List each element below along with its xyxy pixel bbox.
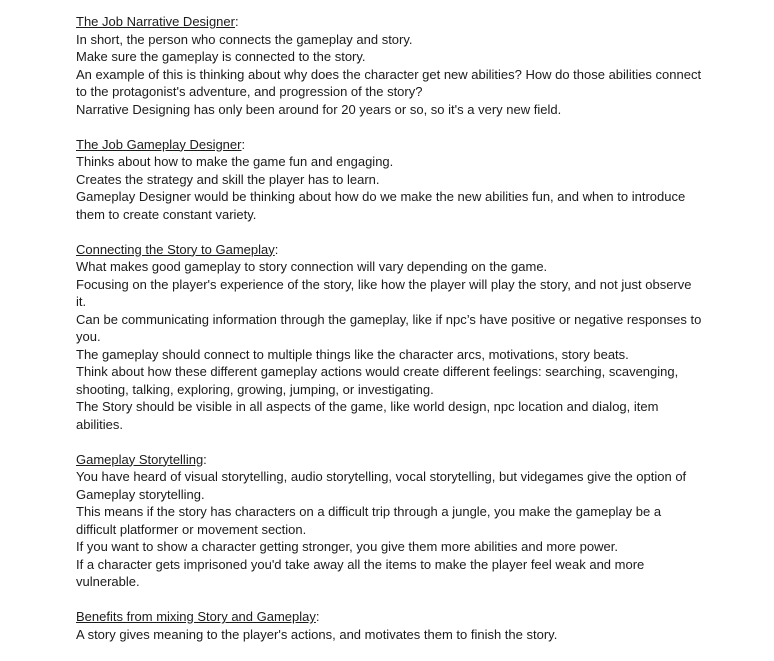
paragraph: If a character gets imprisoned you'd take away all the items to make the player feel weak and more vulnerable. <box>76 556 645 589</box>
section-narrative-designer <box>76 13 702 118</box>
section-heading-colon: : <box>315 609 320 624</box>
section-benefits <box>76 608 702 643</box>
section-gameplay-storytelling <box>76 451 702 591</box>
paragraph: The gameplay should connect to multiple things like the character arcs, motivations, story beats. <box>76 346 629 362</box>
paragraph: What makes good gameplay to story connection will vary depending on the game. <box>76 259 548 274</box>
paragraph: Gameplay Designer would be thinking about how do we make the new abilities fun, and when to introduce them to create constant variety. <box>76 189 686 222</box>
section-heading <box>76 13 702 31</box>
section-heading-colon: : <box>241 136 246 152</box>
paragraph: The Story should be visible in all aspects of the game, like world design, npc location and dialog, item abilities. <box>76 399 659 432</box>
paragraph: In short, the person who connects the gameplay and story. <box>76 31 413 47</box>
paragraph: Narrative Designing has only been around for 20 years or so, so it's a very new field. <box>76 101 562 117</box>
section-heading-title: The Job Gameplay Designer <box>76 136 242 152</box>
paragraph: You have heard of visual storytelling, audio storytelling, vocal storytelling, but videgames give the option of Gameplay storytelling. <box>76 469 687 502</box>
paragraph: A story gives meaning to the player's actions, and motivates them to finish the story. <box>76 626 558 642</box>
section-heading <box>76 451 702 469</box>
paragraph: Can be communicating information through the gameplay, like if npc’s have positive or negative responses to you. <box>76 311 702 344</box>
section-heading <box>76 136 702 154</box>
section-heading-colon: : <box>203 451 207 467</box>
section-heading <box>76 241 702 259</box>
paragraph: An example of this is thinking about why does the character get new abilities? How do those abilities connect to the protagonist's adventure, and progression of the story? <box>76 66 702 99</box>
document-body[interactable] <box>76 13 702 661</box>
paragraph: If you want to show a character getting stronger, you give them more abilities and more power. <box>76 539 618 554</box>
section-heading-colon: : <box>274 241 279 257</box>
paragraph: Focusing on the player's experience of the story, like how the player will play the story, and not just observe it. <box>76 276 692 309</box>
paragraph: Creates the strategy and skill the player has to learn. <box>76 171 380 187</box>
paragraph: Think about how these different gameplay actions would create different feelings: searching, scavenging, shooting, talking, exploring, growing, jumping, or investigating. <box>76 364 679 397</box>
section-heading-title: The Job Narrative Designer <box>76 14 235 29</box>
paragraph: This means if the story has characters on a difficult trip through a jungle, you make the gameplay be a difficult platformer or movement section. <box>76 504 662 537</box>
section-heading-title: Connecting the Story to Gameplay <box>76 241 275 257</box>
section-gameplay-designer <box>76 136 702 224</box>
section-heading-colon: : <box>234 14 239 29</box>
section-connecting-story-gameplay <box>76 241 702 434</box>
section-heading-title: Gameplay Storytelling <box>76 451 204 467</box>
section-heading-title: Benefits from mixing Story and Gameplay <box>76 609 316 624</box>
section-heading <box>76 608 702 626</box>
paragraph: Make sure the gameplay is connected to the story. <box>76 49 366 64</box>
paragraph: Thinks about how to make the game fun and engaging. <box>76 154 394 169</box>
